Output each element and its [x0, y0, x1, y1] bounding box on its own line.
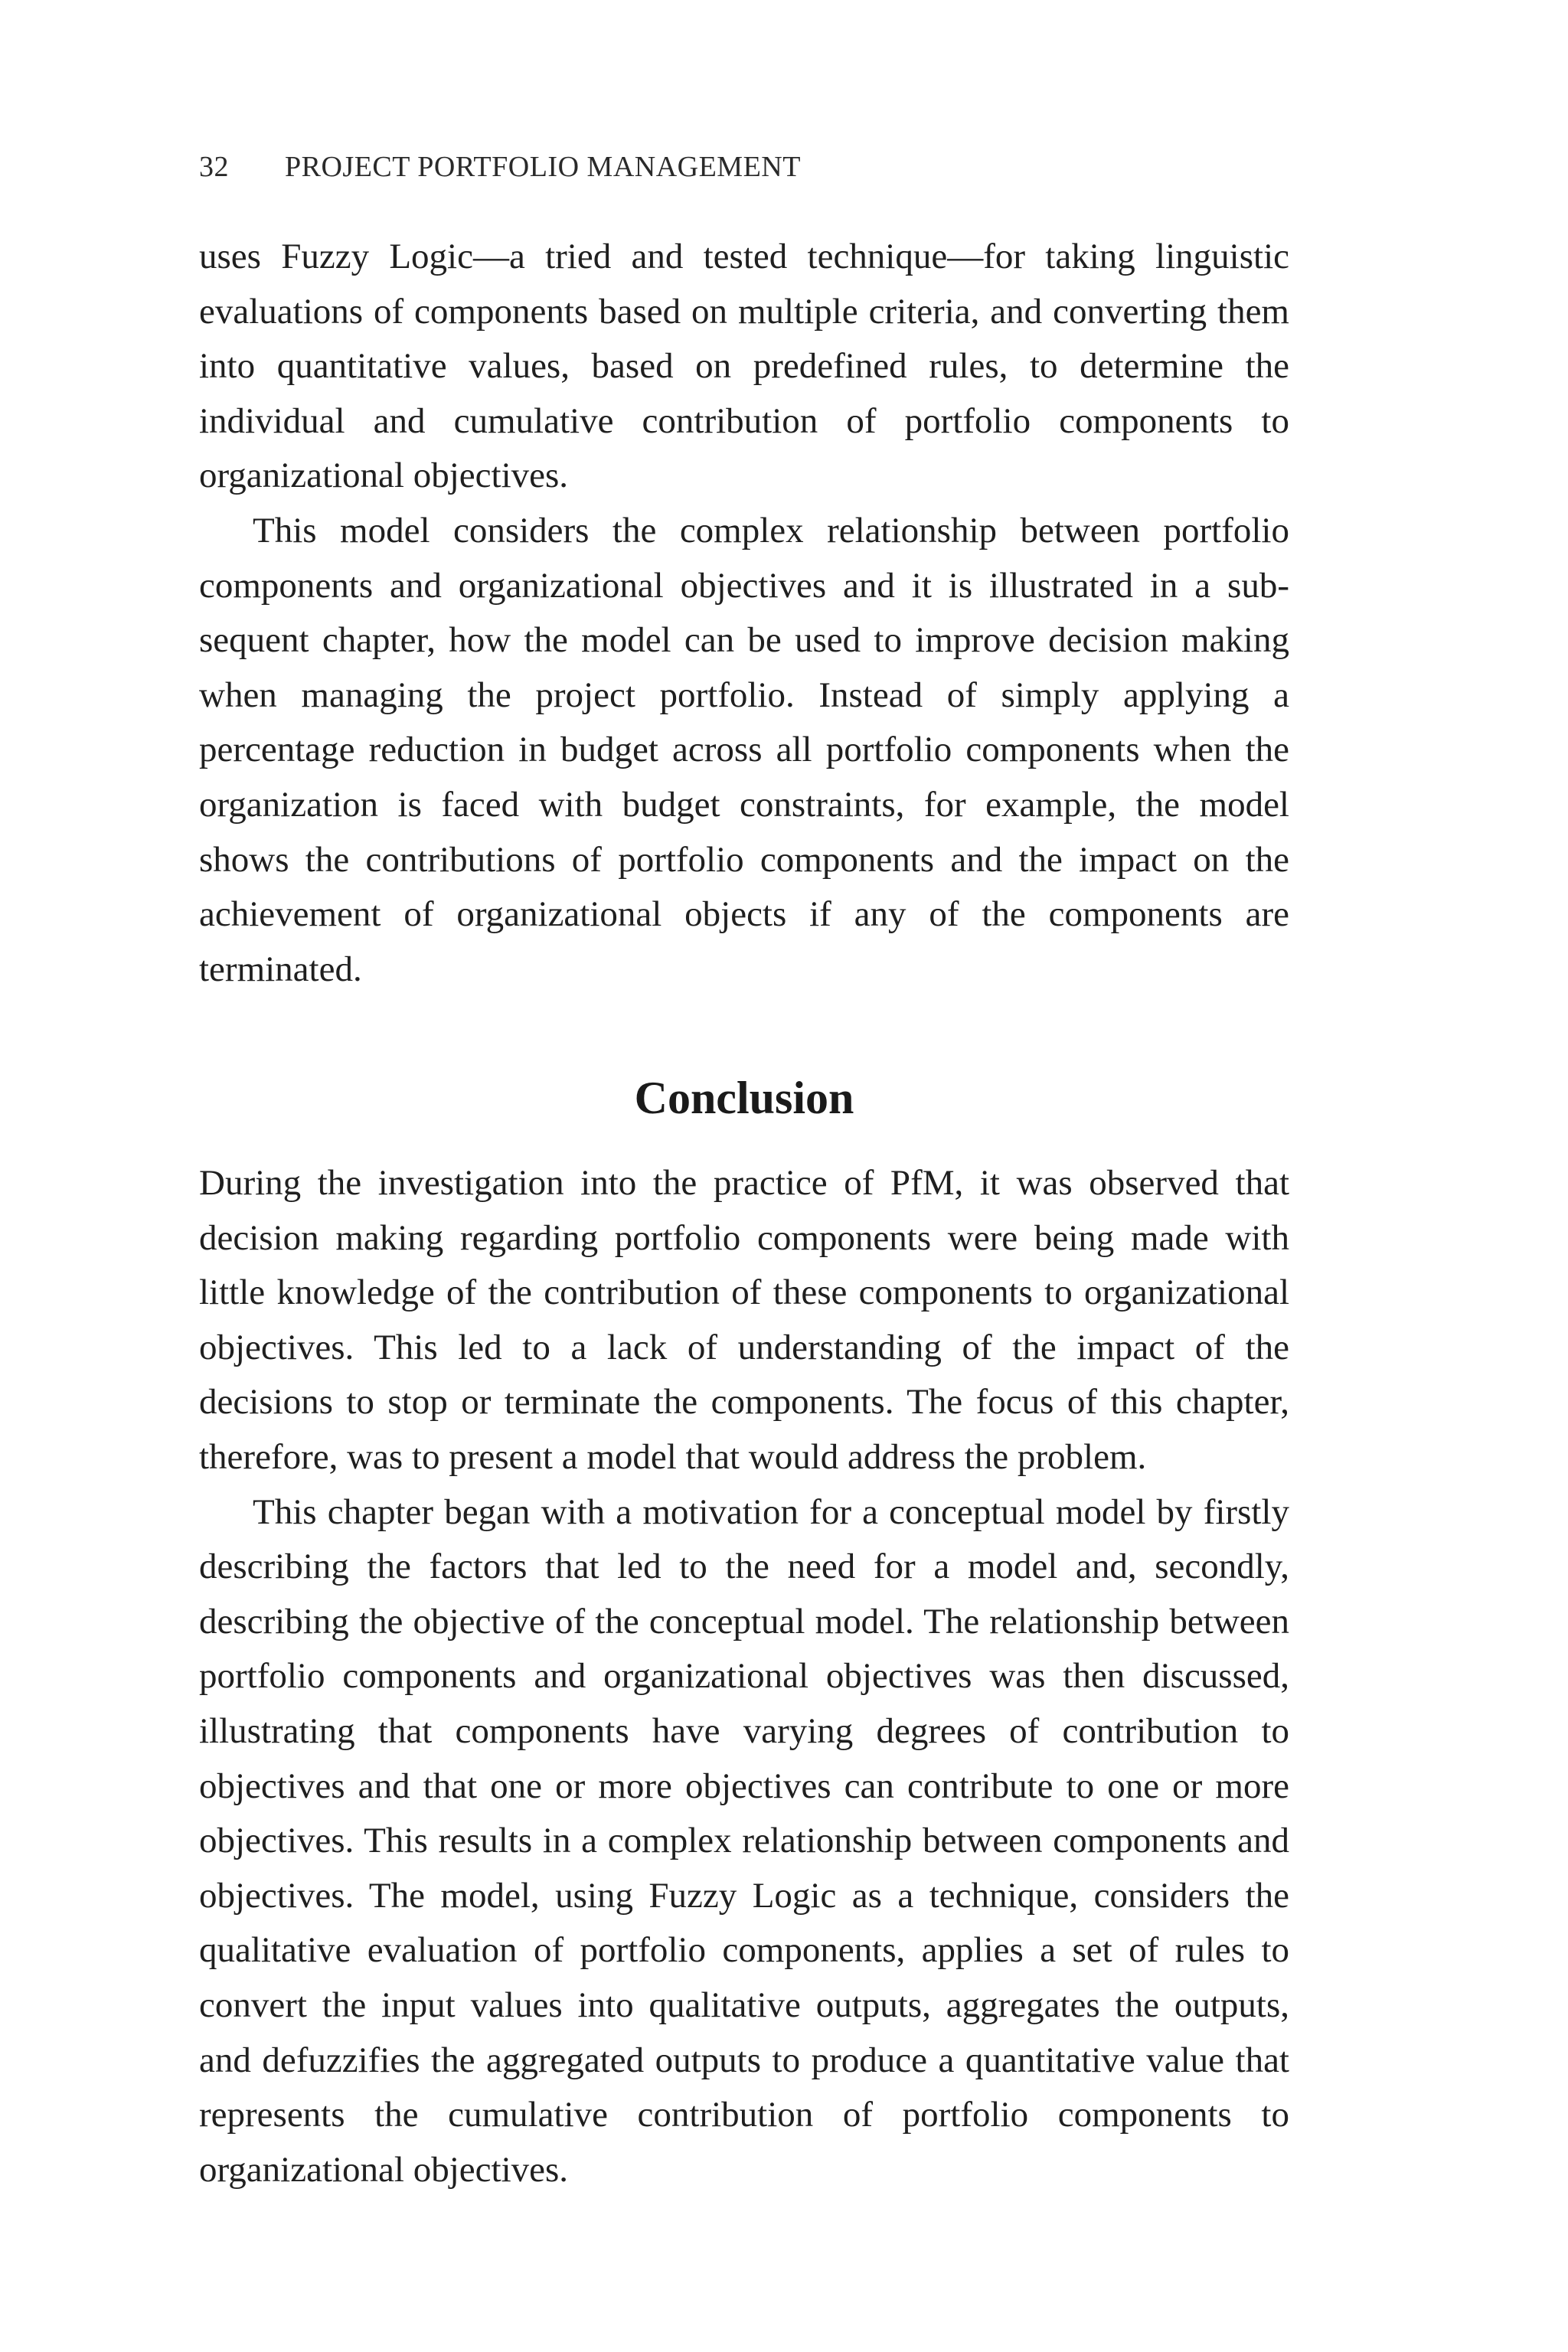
section-heading-conclusion: Conclusion [634, 1073, 854, 1123]
book-title: PROJECT PORTFOLIO MANAGEMENT [285, 151, 801, 183]
running-head [199, 150, 801, 184]
page-number: 32 [199, 151, 229, 183]
paragraph: This model considers the complex relationship between portfolio components and organizational objectives and it is illustrated in a subsequent chapter, how the model can be used to improve decision making when managing the project portfolio. Instead of simply applying a percentage reduction in budget across all portfolio components when the organization is faced with budget constraints, for example, the model shows the contributions of portfolio components and the impact on the achievement of organizational objects if any of the components are terminated. [199, 510, 1289, 989]
conclusion-text-block [199, 1156, 1289, 2197]
paragraph: uses Fuzzy Logic—a tried and tested technique—for taking linguistic evaluations of components based on multiple criteria, and converting them into quantitative values, based on predefined rules, to determine the individual and cumulative contribution of portfolio components to organizational objectives. [199, 237, 1289, 496]
paragraph: During the investigation into the practice of PfM, it was observed that decision making regarding portfolio components were being made with little knowledge of the contribution of these components to organizational objectives. This led to a lack of understanding of the impact of the decisions to stop or terminate the components. The focus of this chapter, therefore, was to present a model that would address the problem. [199, 1163, 1289, 1477]
paragraph: This chapter began with a motivation for a conceptual model by firstly describing the factors that led to the need for a model and, secondly, describing the objective of the conceptual model. The relationship between portfolio components and organizational objectives was then discussed, illustrating that components have varying degrees of contribution to objectives and that one or more objectives can contribute to one or more objectives. This results in a complex relationship between components and objectives. The model, using Fuzzy Logic as a technique, considers the qualitative evaluation of portfolio components, applies a set of rules to convert the input values into qualitative outputs, aggregates the outputs, and defuzzifies the aggregated outputs to produce a quantitative value that represents the cumulative contribution of portfolio components to organizational objectives. [199, 1491, 1289, 2190]
intro-text-block [199, 230, 1289, 997]
